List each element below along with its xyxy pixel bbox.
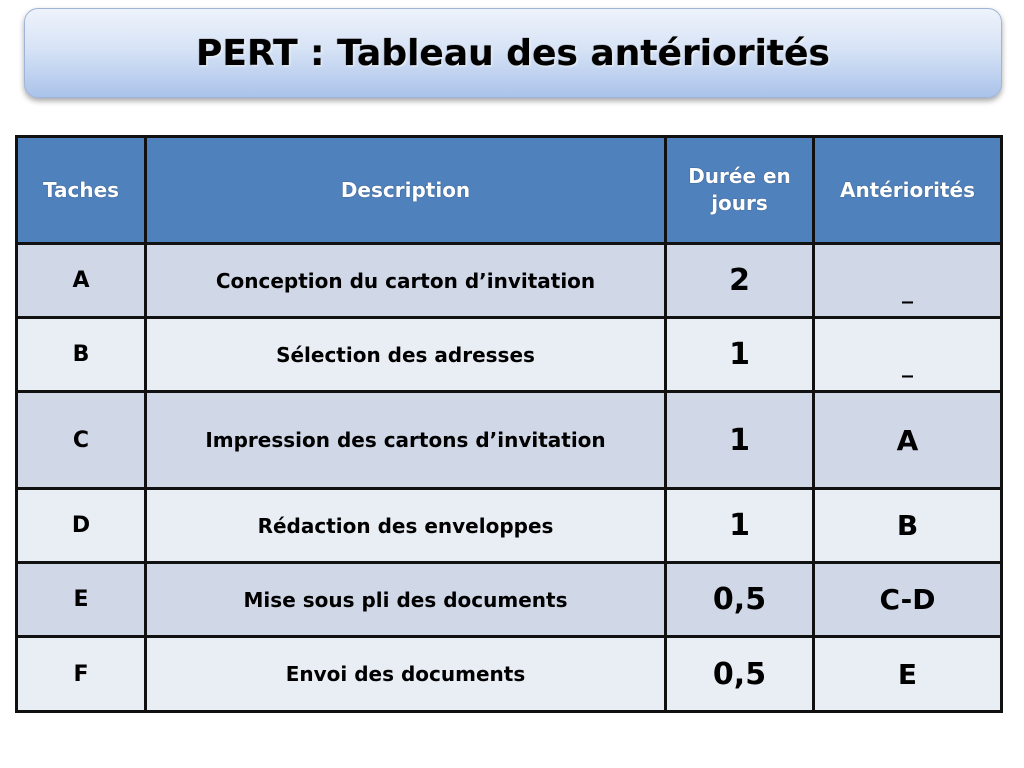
task-cell: F [17, 637, 146, 712]
duration-cell: 1 [666, 489, 814, 563]
table-row [17, 637, 1002, 712]
description-cell: Impression des cartons d’invitation [146, 392, 666, 489]
antecedents-cell [814, 318, 1002, 392]
table-row [17, 318, 1002, 392]
description-cell: Envoi des documents [146, 637, 666, 712]
title-banner [24, 8, 1002, 98]
duration-cell: 0,5 [666, 563, 814, 637]
table-row [17, 244, 1002, 318]
description-cell: Sélection des adresses [146, 318, 666, 392]
duration-cell: 2 [666, 244, 814, 318]
table-header-row [17, 137, 1002, 244]
table-row [17, 489, 1002, 563]
antecedents-cell: C-D [814, 563, 1002, 637]
antecedents-cell: B [814, 489, 1002, 563]
pert-table [15, 135, 1003, 713]
task-cell: D [17, 489, 146, 563]
description-cell: Rédaction des enveloppes [146, 489, 666, 563]
task-cell: E [17, 563, 146, 637]
duration-cell: 1 [666, 318, 814, 392]
description-cell: Conception du carton d’invitation [146, 244, 666, 318]
antecedents-cell: E [814, 637, 1002, 712]
page-title: PERT : Tableau des antériorités [196, 32, 830, 74]
antecedents-value: _ [902, 279, 913, 304]
task-cell: C [17, 392, 146, 489]
header-antecedents: Antériorités [814, 137, 1002, 244]
table-row [17, 563, 1002, 637]
header-duration: Durée en jours [666, 137, 814, 244]
antecedents-value: _ [902, 353, 913, 378]
antecedents-cell: A [814, 392, 1002, 489]
header-description: Description [146, 137, 666, 244]
description-cell: Mise sous pli des documents [146, 563, 666, 637]
table-row [17, 392, 1002, 489]
task-cell: A [17, 244, 146, 318]
header-task: Taches [17, 137, 146, 244]
antecedents-cell [814, 244, 1002, 318]
task-cell: B [17, 318, 146, 392]
duration-cell: 0,5 [666, 637, 814, 712]
duration-cell: 1 [666, 392, 814, 489]
